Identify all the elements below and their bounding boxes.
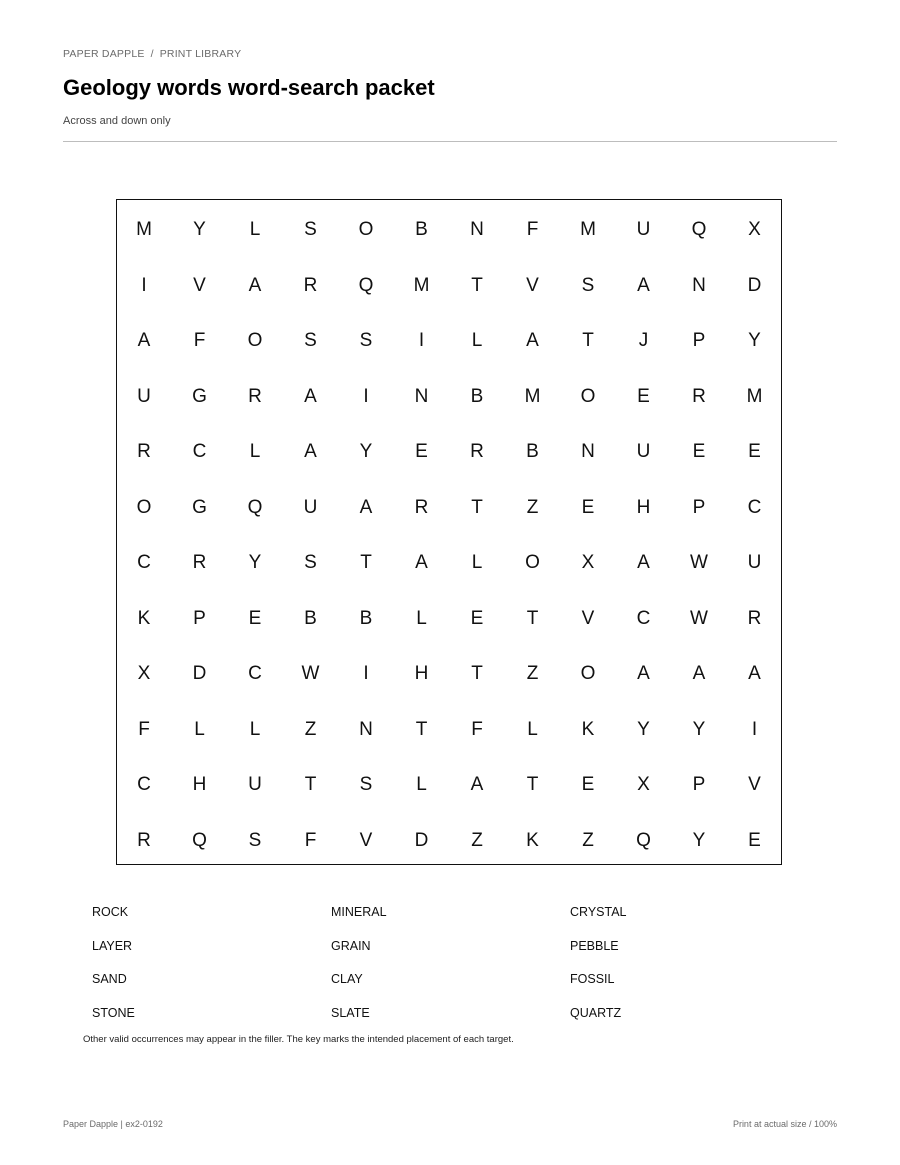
grid-cell: T	[471, 274, 483, 296]
grid-cell: M	[746, 385, 763, 407]
grid-cell: G	[192, 496, 207, 518]
grid-cell: L	[416, 774, 427, 795]
grid-cell: B	[415, 219, 428, 240]
grid-cell: L	[249, 219, 261, 240]
grid-cell: L	[249, 441, 261, 462]
grid-cell: F	[193, 330, 206, 351]
grid-cell: E	[748, 829, 761, 851]
grid-cell: M	[413, 274, 430, 296]
grid-cell: M	[580, 219, 596, 240]
grid-cell: O	[358, 219, 374, 240]
word-search-grid	[116, 199, 782, 865]
grid-cell: E	[248, 607, 262, 629]
grid-cell: G	[192, 385, 207, 407]
grid-cell: R	[747, 607, 762, 629]
grid-cell: I	[363, 663, 369, 684]
grid-cell: A	[637, 663, 650, 684]
grid-cell: O	[580, 385, 596, 407]
grid-cell: K	[581, 718, 595, 740]
grid-cell: J	[638, 330, 649, 351]
grid-cell: V	[748, 774, 761, 795]
grid-cell: C	[636, 607, 651, 629]
grid-cell: S	[359, 774, 373, 795]
grid-cell: A	[137, 330, 151, 351]
grid-cell: E	[415, 441, 428, 462]
placement-note: Other valid occurrences may appear in the filler. The key marks the intended placement of each target.	[83, 1034, 514, 1045]
grid-cell: O	[136, 496, 152, 518]
grid-cell: D	[414, 829, 429, 851]
grid-cell: F	[526, 219, 539, 240]
grid-cell: Y	[692, 829, 706, 851]
grid-cell: K	[526, 829, 539, 851]
grid-cell: Z	[526, 663, 539, 684]
grid-cell: B	[470, 385, 484, 407]
grid-cell: N	[359, 718, 373, 740]
word-list-item: SLATE	[331, 1005, 370, 1020]
grid-cell: R	[692, 385, 706, 407]
grid-cell: S	[359, 330, 373, 351]
grid-cell: I	[141, 274, 147, 296]
grid-cell: A	[637, 274, 650, 296]
footer-print-hint: Print at actual size / 100%	[732, 1119, 837, 1129]
grid-cell: A	[470, 774, 484, 795]
grid-cell: E	[470, 607, 484, 629]
grid-cell: M	[524, 385, 541, 407]
grid-cell: H	[414, 663, 429, 684]
grid-cell: O	[525, 552, 540, 573]
grid-cell: C	[192, 441, 207, 462]
word-list-item: MINERAL	[331, 905, 387, 919]
grid-cell: V	[359, 829, 373, 851]
grid-cell: T	[304, 774, 317, 795]
grid-cell: T	[526, 607, 539, 629]
grid-cell: R	[192, 552, 207, 573]
grid-cell: Z	[471, 829, 483, 851]
grid-cell: I	[751, 718, 758, 740]
grid-cell: C	[137, 774, 151, 795]
grid-cell: X	[748, 219, 761, 240]
grid-cell: L	[527, 718, 538, 740]
grid-cell: L	[471, 552, 483, 573]
grid-cell: V	[526, 274, 539, 296]
header-divider	[63, 141, 837, 142]
grid-cell: H	[636, 496, 651, 518]
grid-cell: Y	[193, 219, 206, 240]
word-list-item: STONE	[92, 1005, 135, 1020]
grid-cell: R	[414, 496, 429, 518]
grid-cell: P	[692, 496, 706, 518]
grid-cell: S	[248, 829, 262, 851]
grid-cell: W	[690, 552, 708, 573]
footer-id: Paper Dapple | ex2-0192	[63, 1119, 163, 1129]
grid-cell: B	[304, 607, 317, 629]
grid-cell: U	[248, 774, 262, 795]
grid-cell: A	[637, 552, 650, 573]
grid-cell: L	[249, 718, 261, 740]
breadcrumb-item-library[interactable]: PRINT LIBRARY	[159, 48, 242, 60]
grid-cell: Y	[359, 441, 373, 462]
grid-cell: R	[248, 385, 262, 407]
grid-cell: L	[471, 330, 483, 351]
grid-cell: R	[303, 274, 318, 296]
grid-cell: T	[526, 774, 539, 795]
grid-cell: A	[304, 441, 317, 462]
grid-cell: T	[582, 330, 594, 351]
grid-cell: B	[526, 441, 539, 462]
breadcrumb-separator: /	[150, 48, 154, 60]
grid-cell: A	[248, 274, 262, 296]
grid-cell: O	[247, 330, 263, 351]
grid-cell: X	[637, 774, 650, 795]
grid-cell: E	[637, 385, 650, 407]
grid-cell: P	[193, 607, 206, 629]
grid-cell: N	[692, 274, 706, 296]
grid-cell: E	[581, 496, 595, 518]
grid-cell: F	[304, 829, 317, 851]
grid-cell: C	[747, 496, 762, 518]
grid-cell: Q	[358, 274, 374, 296]
grid-cell: K	[137, 607, 151, 629]
word-list-item: FOSSIL	[570, 972, 615, 986]
grid-cell: A	[304, 385, 317, 407]
word-list-item: CLAY	[331, 972, 363, 986]
grid-cell: S	[304, 330, 317, 351]
grid-cell: V	[193, 274, 206, 296]
grid-cell: V	[581, 607, 595, 629]
grid-cell: I	[418, 330, 425, 351]
grid-cell: U	[747, 552, 762, 573]
grid-cell: N	[414, 385, 429, 407]
grid-cell: C	[248, 663, 262, 684]
grid-cell: E	[581, 774, 595, 795]
grid-cell: Z	[304, 718, 317, 740]
grid-cell: N	[581, 441, 595, 462]
grid-cell: P	[692, 330, 706, 351]
grid-cell: A	[359, 496, 373, 518]
grid-cell: Y	[637, 718, 650, 740]
grid-cell: T	[415, 718, 428, 740]
grid-cell: E	[748, 441, 761, 462]
grid-cell: F	[138, 718, 150, 740]
breadcrumb-item-site[interactable]: PAPER DAPPLE	[63, 48, 145, 60]
grid-cell: D	[747, 274, 762, 296]
grid-cell: Q	[691, 219, 707, 240]
grid-cell: M	[136, 219, 152, 240]
word-list-item: QUARTZ	[570, 1005, 622, 1020]
grid-cell: A	[748, 663, 761, 684]
grid-cell: H	[192, 774, 207, 795]
word-list-item: SAND	[92, 972, 127, 986]
grid-cell: L	[416, 607, 427, 629]
grid-cell: U	[636, 219, 651, 240]
grid-cell: R	[137, 441, 151, 462]
grid-cell: T	[471, 496, 483, 518]
word-list-item: ROCK	[92, 905, 129, 919]
grid-cell: I	[363, 385, 369, 407]
page-subtitle: Across and down only	[63, 115, 171, 127]
grid-cell: Y	[248, 552, 262, 573]
grid-cell: B	[359, 607, 373, 629]
grid-cell: Y	[692, 718, 706, 740]
grid-cell: R	[137, 829, 151, 851]
grid-cell: L	[194, 718, 205, 740]
grid-cell: A	[526, 330, 539, 351]
grid-cell: A	[415, 552, 428, 573]
grid-cell: X	[581, 552, 595, 573]
grid-cell: E	[692, 441, 706, 462]
grid-cell: X	[137, 663, 151, 684]
grid-cell: S	[304, 219, 317, 240]
grid-cell: N	[470, 219, 484, 240]
grid-cell: Z	[526, 496, 539, 518]
grid-cell: P	[692, 774, 706, 795]
grid-cell: C	[137, 552, 151, 573]
page-title: Geology words word-search packet	[63, 75, 435, 100]
grid-cell: Q	[192, 829, 207, 851]
grid-cell: W	[690, 607, 708, 629]
grid-cell: D	[192, 663, 207, 684]
grid-cell: Q	[247, 496, 263, 518]
grid-cell: Y	[748, 330, 761, 351]
word-list-item: LAYER	[92, 938, 133, 953]
grid-cell: R	[470, 441, 484, 462]
grid-cell: T	[360, 552, 372, 573]
word-list-item: GRAIN	[331, 938, 371, 953]
breadcrumb	[63, 48, 241, 60]
grid-cell: O	[580, 663, 596, 684]
grid-cell: A	[692, 663, 706, 684]
grid-cell: T	[471, 663, 483, 684]
grid-cell: W	[301, 663, 320, 684]
grid-cell: Q	[636, 829, 651, 851]
word-list-item: CRYSTAL	[570, 905, 627, 919]
grid-cell: S	[304, 552, 317, 573]
grid-cell: U	[303, 496, 318, 518]
grid-cell: U	[636, 441, 651, 462]
grid-cell: Z	[582, 829, 594, 851]
grid-cell: F	[471, 718, 483, 740]
grid-cell: S	[581, 274, 595, 296]
word-list-item: PEBBLE	[570, 938, 619, 953]
grid-cell: U	[137, 385, 151, 407]
